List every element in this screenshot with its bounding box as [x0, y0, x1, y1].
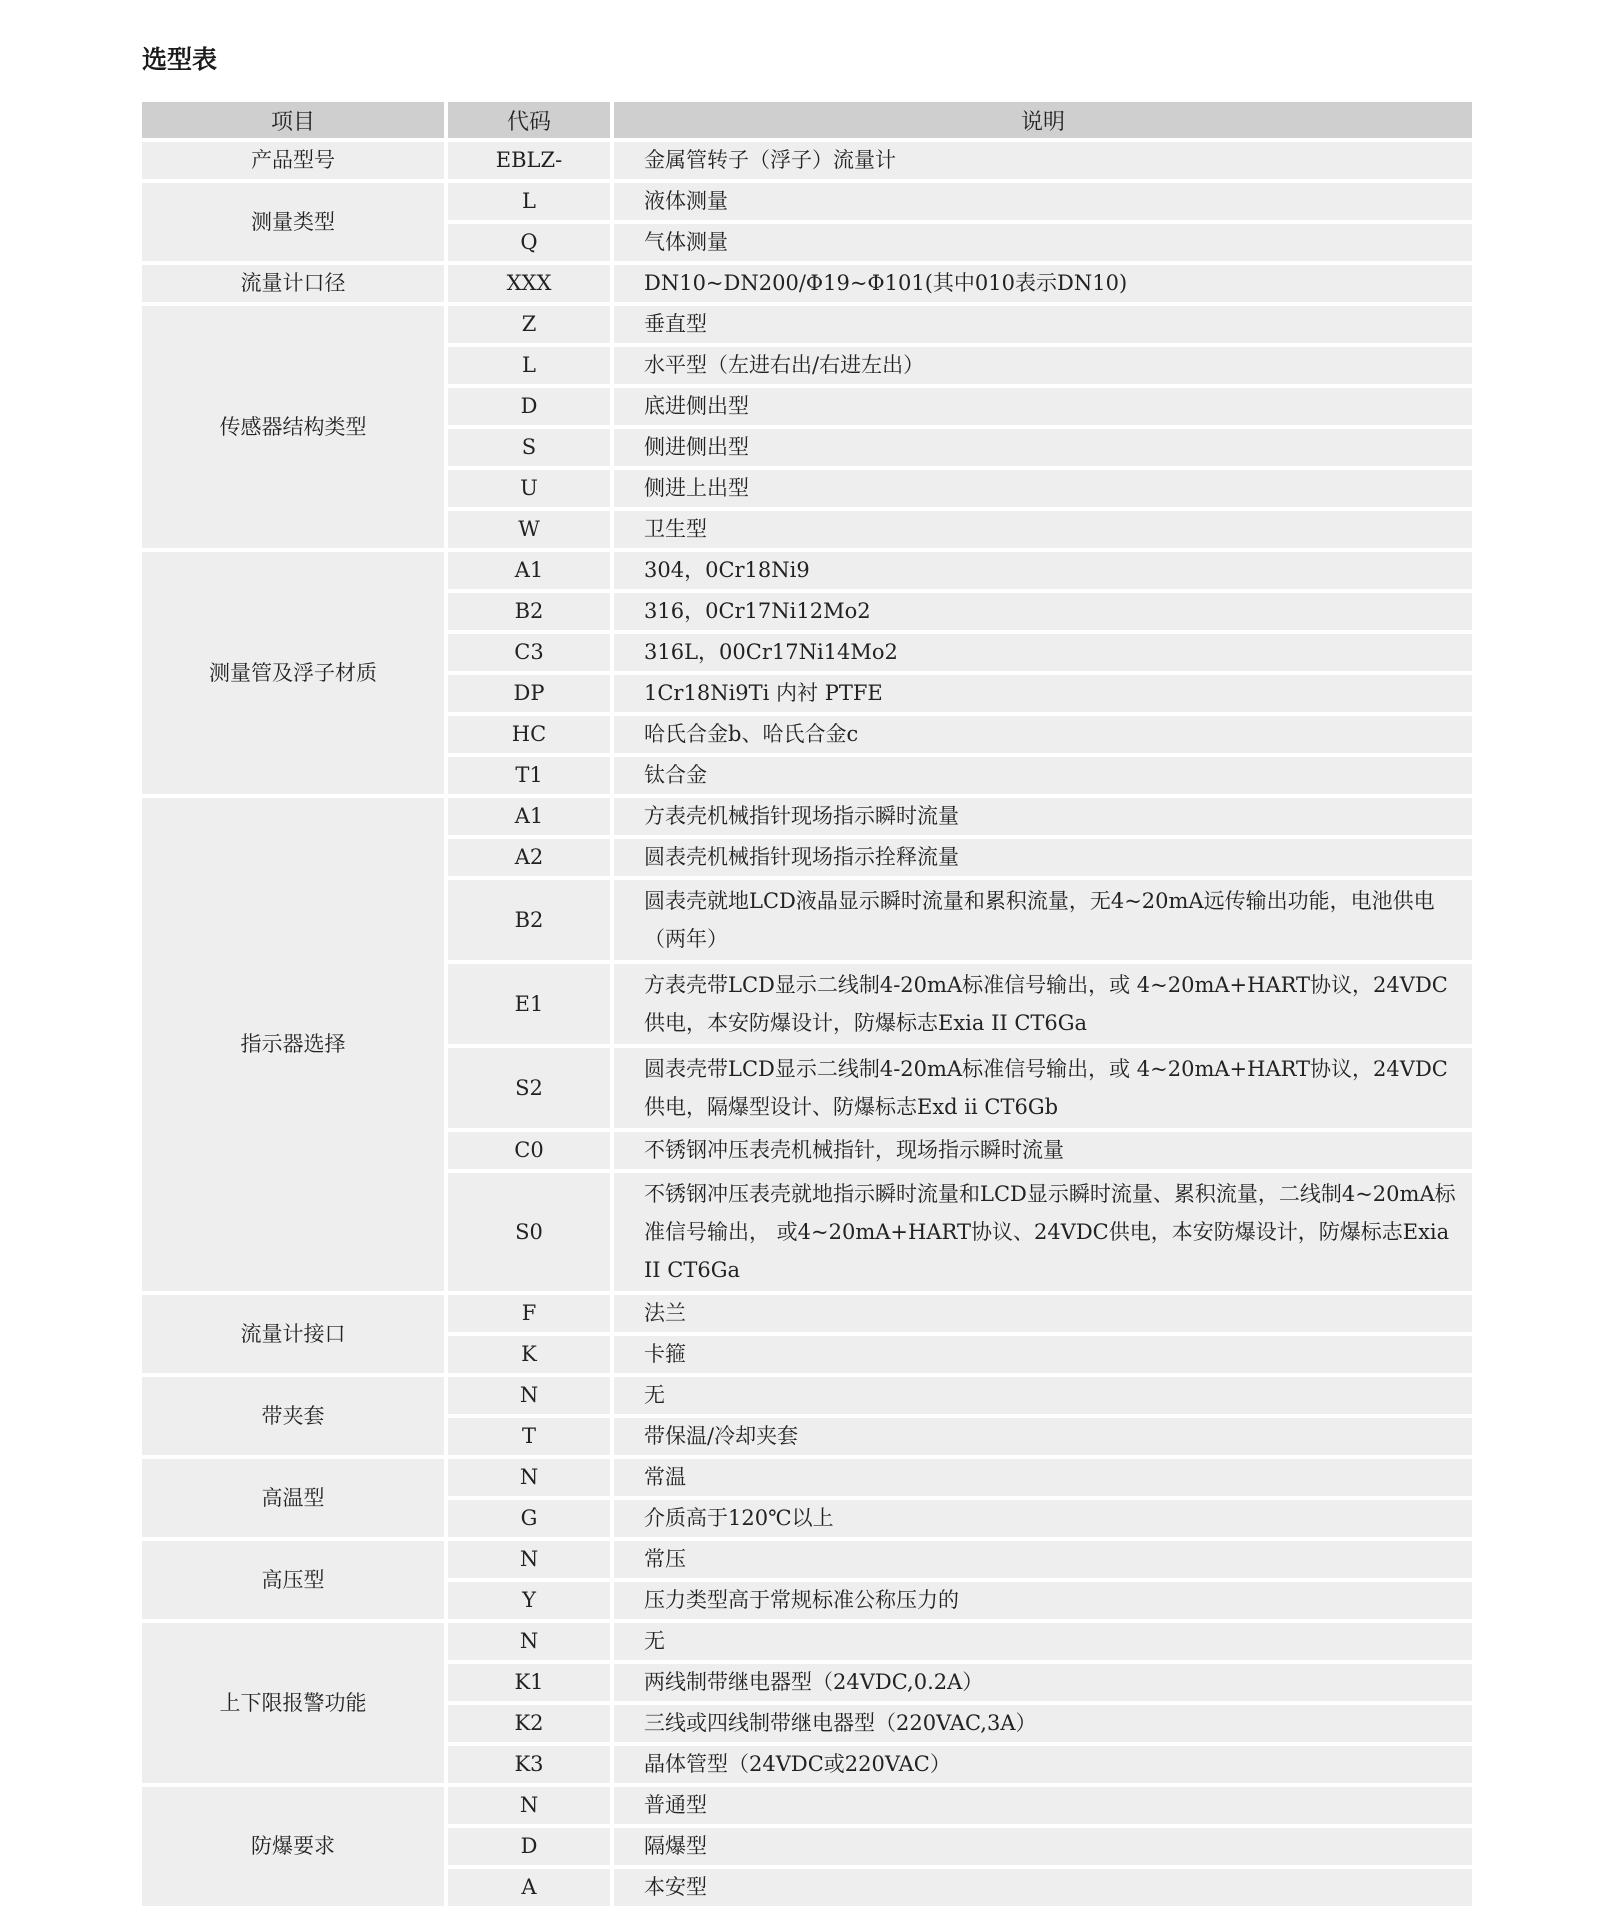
item-cell: 测量管及浮子材质 — [142, 552, 448, 798]
description-cell: 三线或四线制带继电器型（220VAC,3A） — [614, 1705, 1472, 1746]
code-cell: K2 — [448, 1705, 614, 1746]
code-cell: S2 — [448, 1048, 614, 1132]
description-cell: 常压 — [614, 1541, 1472, 1582]
code-cell: N — [448, 1459, 614, 1500]
description-cell: 水平型（左进右出/右进左出） — [614, 347, 1472, 388]
description-cell: 气体测量 — [614, 224, 1472, 265]
table-row — [142, 798, 1472, 839]
header-code: 代码 — [448, 102, 614, 142]
code-cell: S — [448, 429, 614, 470]
code-cell: U — [448, 470, 614, 511]
table-header-row — [142, 102, 1472, 142]
code-cell: C0 — [448, 1132, 614, 1173]
description-cell: 金属管转子（浮子）流量计 — [614, 142, 1472, 183]
code-cell: XXX — [448, 265, 614, 306]
description-cell: 侧进侧出型 — [614, 429, 1472, 470]
table-row — [142, 1787, 1472, 1828]
code-cell: K — [448, 1336, 614, 1377]
page-title: 选型表 — [142, 45, 218, 74]
description-cell: 卫生型 — [614, 511, 1472, 552]
table-row — [142, 306, 1472, 347]
code-cell: EBLZ- — [448, 142, 614, 183]
item-cell: 传感器结构类型 — [142, 306, 448, 552]
item-cell: 高温型 — [142, 1459, 448, 1541]
description-cell: 底进侧出型 — [614, 388, 1472, 429]
description-cell: 普通型 — [614, 1787, 1472, 1828]
description-cell: 方表壳带LCD显示二线制4-20mA标准信号输出，或 4~20mA+HART协议，24VDC供电，本安防爆设计，防爆标志Exia II CT6Ga — [614, 964, 1472, 1048]
table-row — [142, 265, 1472, 306]
item-cell: 防爆要求 — [142, 1787, 448, 1910]
description-cell: 液体测量 — [614, 183, 1472, 224]
description-cell: 316L，00Cr17Ni14Mo2 — [614, 634, 1472, 675]
code-cell: N — [448, 1377, 614, 1418]
description-cell: 垂直型 — [614, 306, 1472, 347]
description-cell: 侧进上出型 — [614, 470, 1472, 511]
code-cell: DP — [448, 675, 614, 716]
description-cell: 压力类型高于常规标准公称压力的 — [614, 1582, 1472, 1623]
table-row — [142, 183, 1472, 224]
code-cell: C3 — [448, 634, 614, 675]
description-cell: 隔爆型 — [614, 1828, 1472, 1869]
code-cell: T1 — [448, 757, 614, 798]
table-row — [142, 1623, 1472, 1664]
code-cell: N — [448, 1787, 614, 1828]
selection-table — [142, 102, 1472, 1910]
code-cell: S0 — [448, 1173, 614, 1295]
description-cell: 无 — [614, 1623, 1472, 1664]
description-cell: 1Cr18Ni9Ti 内衬 PTFE — [614, 675, 1472, 716]
code-cell: L — [448, 183, 614, 224]
code-cell: K1 — [448, 1664, 614, 1705]
code-cell: K3 — [448, 1746, 614, 1787]
description-cell: 不锈钢冲压表壳机械指针，现场指示瞬时流量 — [614, 1132, 1472, 1173]
code-cell: D — [448, 1828, 614, 1869]
description-cell: 本安型 — [614, 1869, 1472, 1910]
description-cell: 介质高于120℃以上 — [614, 1500, 1472, 1541]
table-row — [142, 1459, 1472, 1500]
item-cell: 指示器选择 — [142, 798, 448, 1295]
code-cell: G — [448, 1500, 614, 1541]
code-cell: F — [448, 1295, 614, 1336]
code-cell: Z — [448, 306, 614, 347]
description-cell: 方表壳机械指针现场指示瞬时流量 — [614, 798, 1472, 839]
item-cell: 流量计接口 — [142, 1295, 448, 1377]
code-cell: E1 — [448, 964, 614, 1048]
code-cell: B2 — [448, 880, 614, 964]
code-cell: A — [448, 1869, 614, 1910]
code-cell: Y — [448, 1582, 614, 1623]
description-cell: 两线制带继电器型（24VDC,0.2A） — [614, 1664, 1472, 1705]
code-cell: A1 — [448, 552, 614, 593]
description-cell: 带保温/冷却夹套 — [614, 1418, 1472, 1459]
code-cell: A1 — [448, 798, 614, 839]
item-cell: 带夹套 — [142, 1377, 448, 1459]
item-cell: 流量计口径 — [142, 265, 448, 306]
description-cell: 圆表壳就地LCD液晶显示瞬时流量和累积流量，无4~20mA远传输出功能，电池供电（两年） — [614, 880, 1472, 964]
code-cell: T — [448, 1418, 614, 1459]
item-cell: 测量类型 — [142, 183, 448, 265]
description-cell: 不锈钢冲压表壳就地指示瞬时流量和LCD显示瞬时流量、累积流量，二线制4~20mA标准信号输出， 或4~20mA+HART协议、24VDC供电，本安防爆设计，防爆标志Exia II CT6Ga — [614, 1173, 1472, 1295]
description-cell: DN10~DN200/Φ19~Φ101(其中010表示DN10) — [614, 265, 1472, 306]
code-cell: N — [448, 1541, 614, 1582]
code-cell: A2 — [448, 839, 614, 880]
table-row — [142, 1377, 1472, 1418]
code-cell: N — [448, 1623, 614, 1664]
description-cell: 法兰 — [614, 1295, 1472, 1336]
code-cell: B2 — [448, 593, 614, 634]
description-cell: 晶体管型（24VDC或220VAC） — [614, 1746, 1472, 1787]
description-cell: 圆表壳带LCD显示二线制4-20mA标准信号输出，或 4~20mA+HART协议，24VDC供电，隔爆型设计、防爆标志Exd ii CT6Gb — [614, 1048, 1472, 1132]
table-row — [142, 552, 1472, 593]
code-cell: Q — [448, 224, 614, 265]
table-row — [142, 142, 1472, 183]
code-cell: HC — [448, 716, 614, 757]
code-cell: D — [448, 388, 614, 429]
header-desc: 说明 — [614, 102, 1472, 142]
table-row — [142, 1541, 1472, 1582]
description-cell: 常温 — [614, 1459, 1472, 1500]
table-row — [142, 1295, 1472, 1336]
description-cell: 钛合金 — [614, 757, 1472, 798]
code-cell: W — [448, 511, 614, 552]
code-cell: L — [448, 347, 614, 388]
header-item: 项目 — [142, 102, 448, 142]
description-cell: 卡箍 — [614, 1336, 1472, 1377]
item-cell: 高压型 — [142, 1541, 448, 1623]
description-cell: 无 — [614, 1377, 1472, 1418]
description-cell: 304，0Cr18Ni9 — [614, 552, 1472, 593]
item-cell: 上下限报警功能 — [142, 1623, 448, 1787]
item-cell: 产品型号 — [142, 142, 448, 183]
table-body — [142, 142, 1472, 1910]
description-cell: 圆表壳机械指针现场指示拴释流量 — [614, 839, 1472, 880]
description-cell: 哈氏合金b、哈氏合金c — [614, 716, 1472, 757]
description-cell: 316，0Cr17Ni12Mo2 — [614, 593, 1472, 634]
